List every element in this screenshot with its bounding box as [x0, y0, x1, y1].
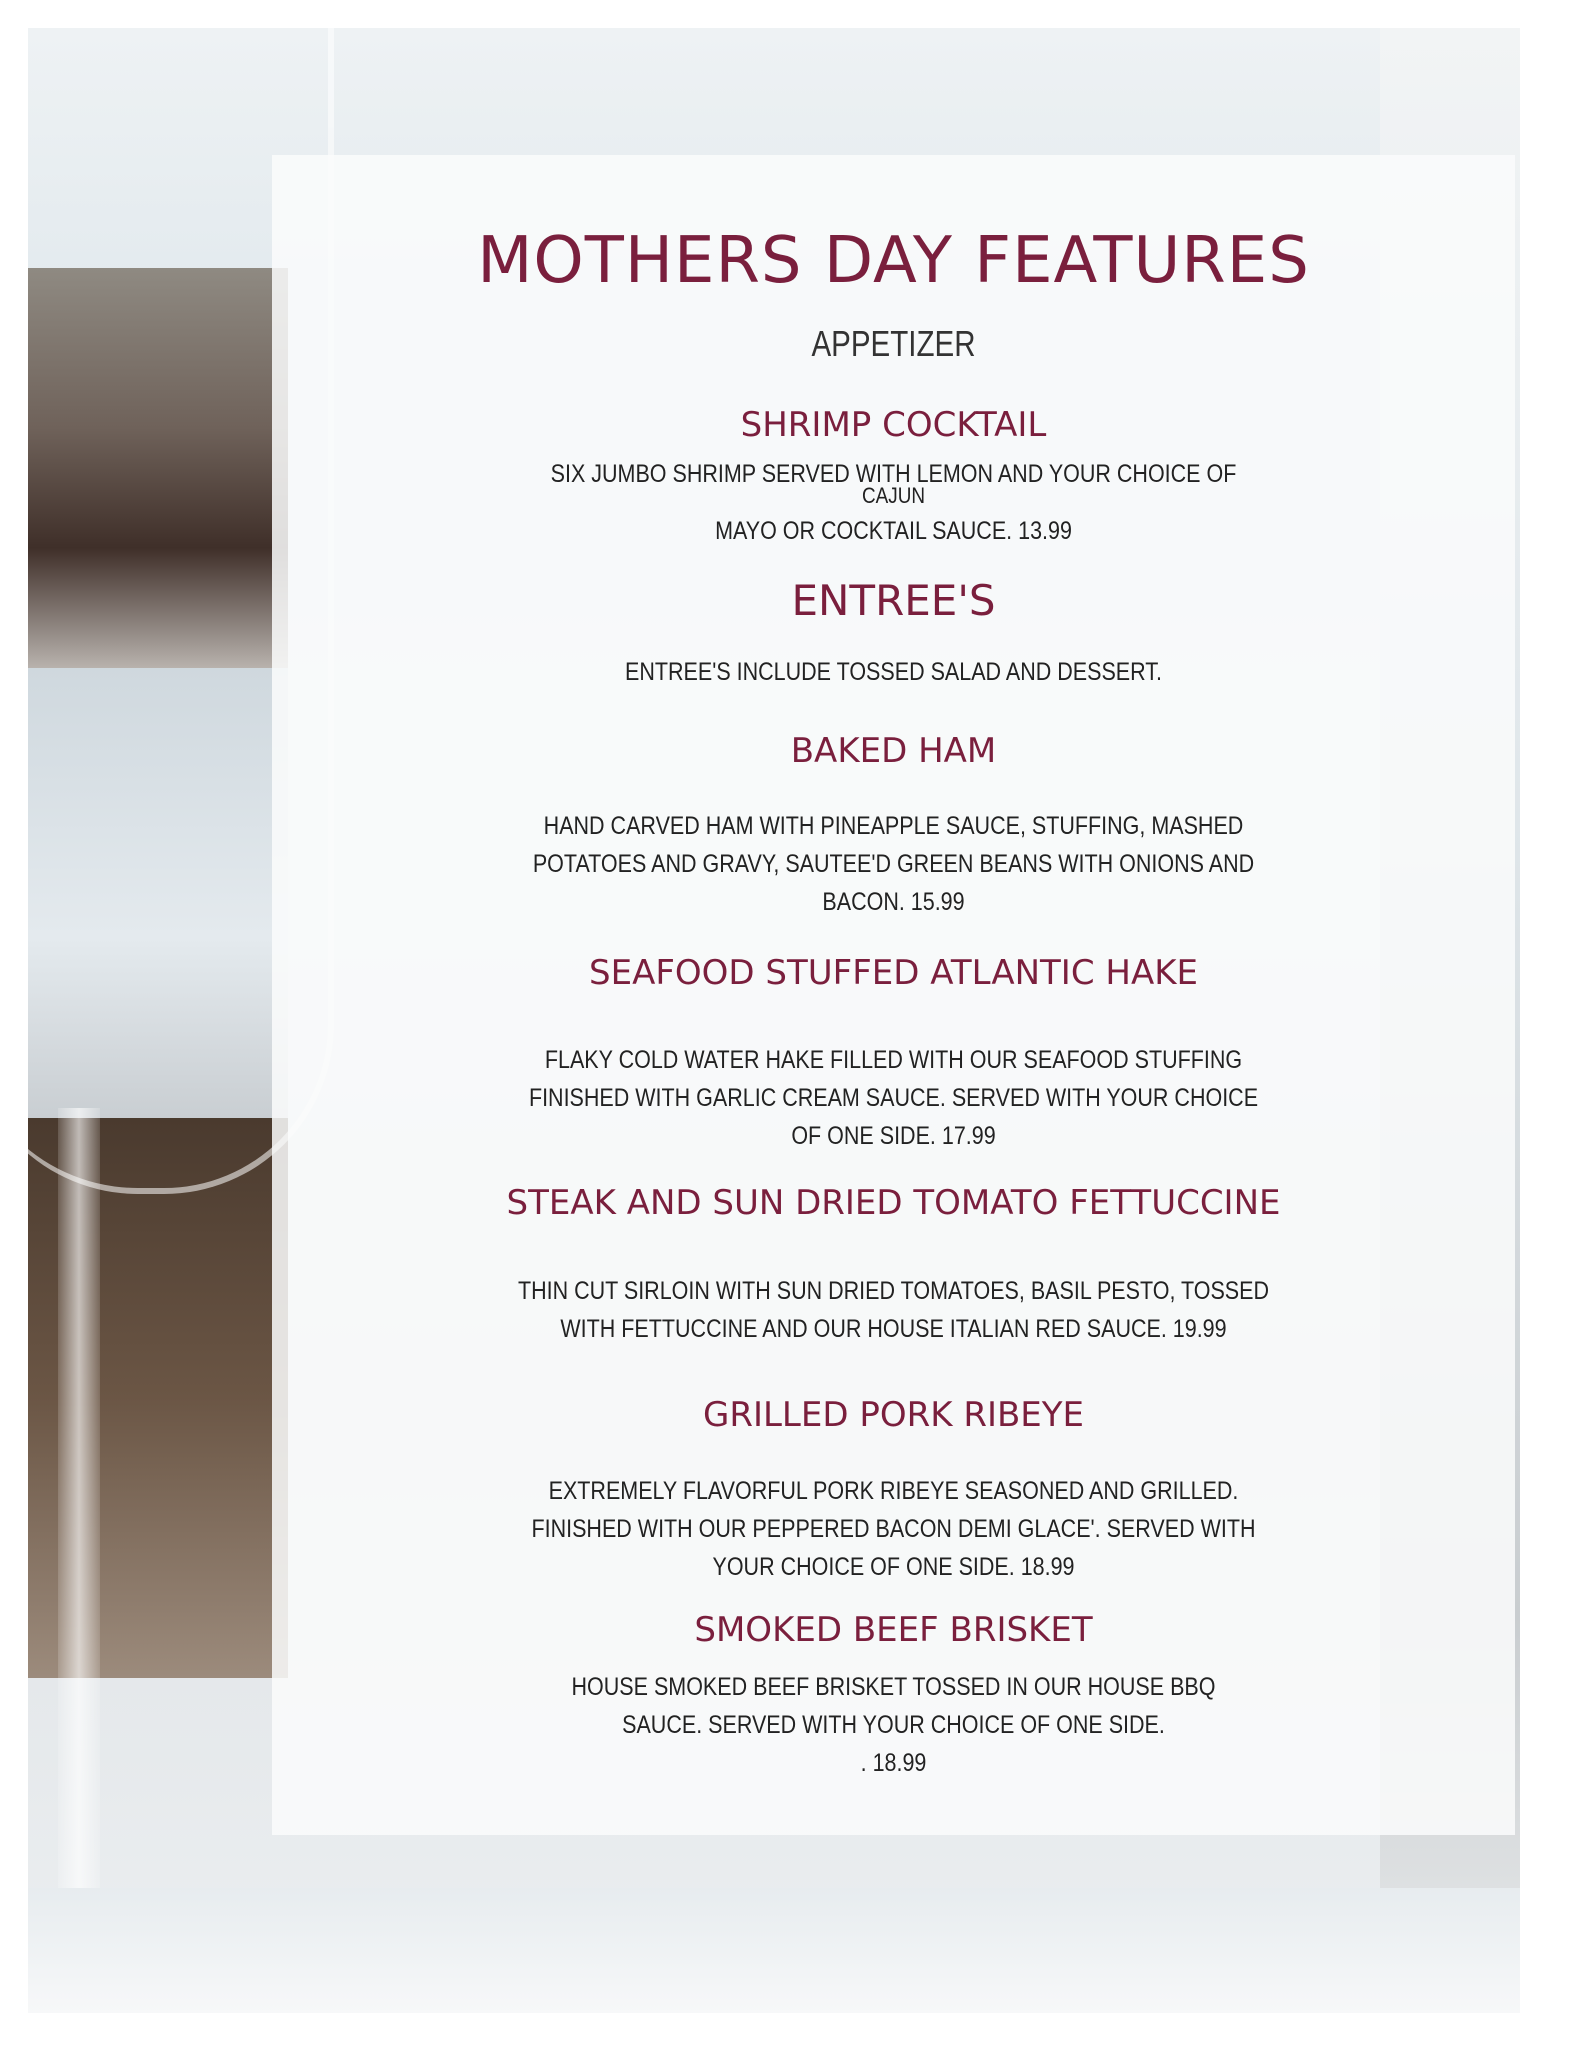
- section-entrees-heading: ENTREE'S: [791, 576, 996, 625]
- entrees-note: ENTREE'S INCLUDE TOSSED SALAD AND DESSERT.: [625, 658, 1162, 686]
- menu-card: [272, 155, 1515, 1835]
- section-appetizer-label: APPETIZER: [811, 323, 976, 364]
- item-desc-line: HAND CARVED HAM WITH PINEAPPLE SAUCE, STUFFING, MASHED: [543, 812, 1244, 840]
- item-desc-line: FLAKY COLD WATER HAKE FILLED WITH OUR SEAFOOD STUFFING: [544, 1046, 1243, 1074]
- item-desc-line: YOUR CHOICE OF ONE SIDE. 18.99: [712, 1553, 1075, 1581]
- menu-title: MOTHERS DAY FEATURES: [477, 224, 1310, 298]
- item-title-beef-brisket: SMOKED BEEF BRISKET: [694, 1610, 1093, 1650]
- item-desc-shrimp-line-1: SIX JUMBO SHRIMP SERVED WITH LEMON AND YOUR CHOICE OF: [550, 460, 1237, 488]
- item-desc-line: . 18.99: [860, 1749, 927, 1777]
- item-desc-line: BACON. 15.99: [822, 888, 965, 916]
- photo-table-base: [28, 1888, 1520, 2013]
- item-desc-line: WITH FETTUCCINE AND OUR HOUSE ITALIAN RED SAUCE. 19.99: [560, 1315, 1227, 1343]
- item-desc-line: FINISHED WITH GARLIC CREAM SAUCE. SERVED WITH YOUR CHOICE: [528, 1084, 1259, 1112]
- item-desc-shrimp-line-1b: CAJUN: [861, 483, 926, 508]
- item-title-pork-ribeye: GRILLED PORK RIBEYE: [702, 1395, 1085, 1435]
- item-desc-line: EXTREMELY FLAVORFUL PORK RIBEYE SEASONED AND GRILLED.: [548, 1477, 1239, 1505]
- item-title-atlantic-hake: SEAFOOD STUFFED ATLANTIC HAKE: [589, 953, 1198, 993]
- item-desc-line: HOUSE SMOKED BEEF BRISKET TOSSED IN OUR HOUSE BBQ: [571, 1673, 1216, 1701]
- item-desc-line: SAUCE. SERVED WITH YOUR CHOICE OF ONE SIDE.: [622, 1711, 1165, 1739]
- item-desc-line: OF ONE SIDE. 17.99: [791, 1122, 996, 1150]
- item-title-shrimp-cocktail: SHRIMP COCKTAIL: [740, 405, 1047, 445]
- item-desc-shrimp-line-2: MAYO OR COCKTAIL SAUCE. 13.99: [715, 517, 1072, 545]
- item-title-steak-fettuccine: STEAK AND SUN DRIED TOMATO FETTUCCINE: [506, 1183, 1281, 1223]
- wine-glass-stem: [58, 1108, 100, 1928]
- item-desc-line: THIN CUT SIRLOIN WITH SUN DRIED TOMATOES, BASIL PESTO, TOSSED: [517, 1277, 1270, 1305]
- item-desc-line: POTATOES AND GRAVY, SAUTEE'D GREEN BEANS WITH ONIONS AND: [532, 850, 1255, 878]
- item-desc-line: FINISHED WITH OUR PEPPERED BACON DEMI GLACE'. SERVED WITH: [531, 1515, 1256, 1543]
- item-title-baked-ham: BAKED HAM: [790, 731, 997, 771]
